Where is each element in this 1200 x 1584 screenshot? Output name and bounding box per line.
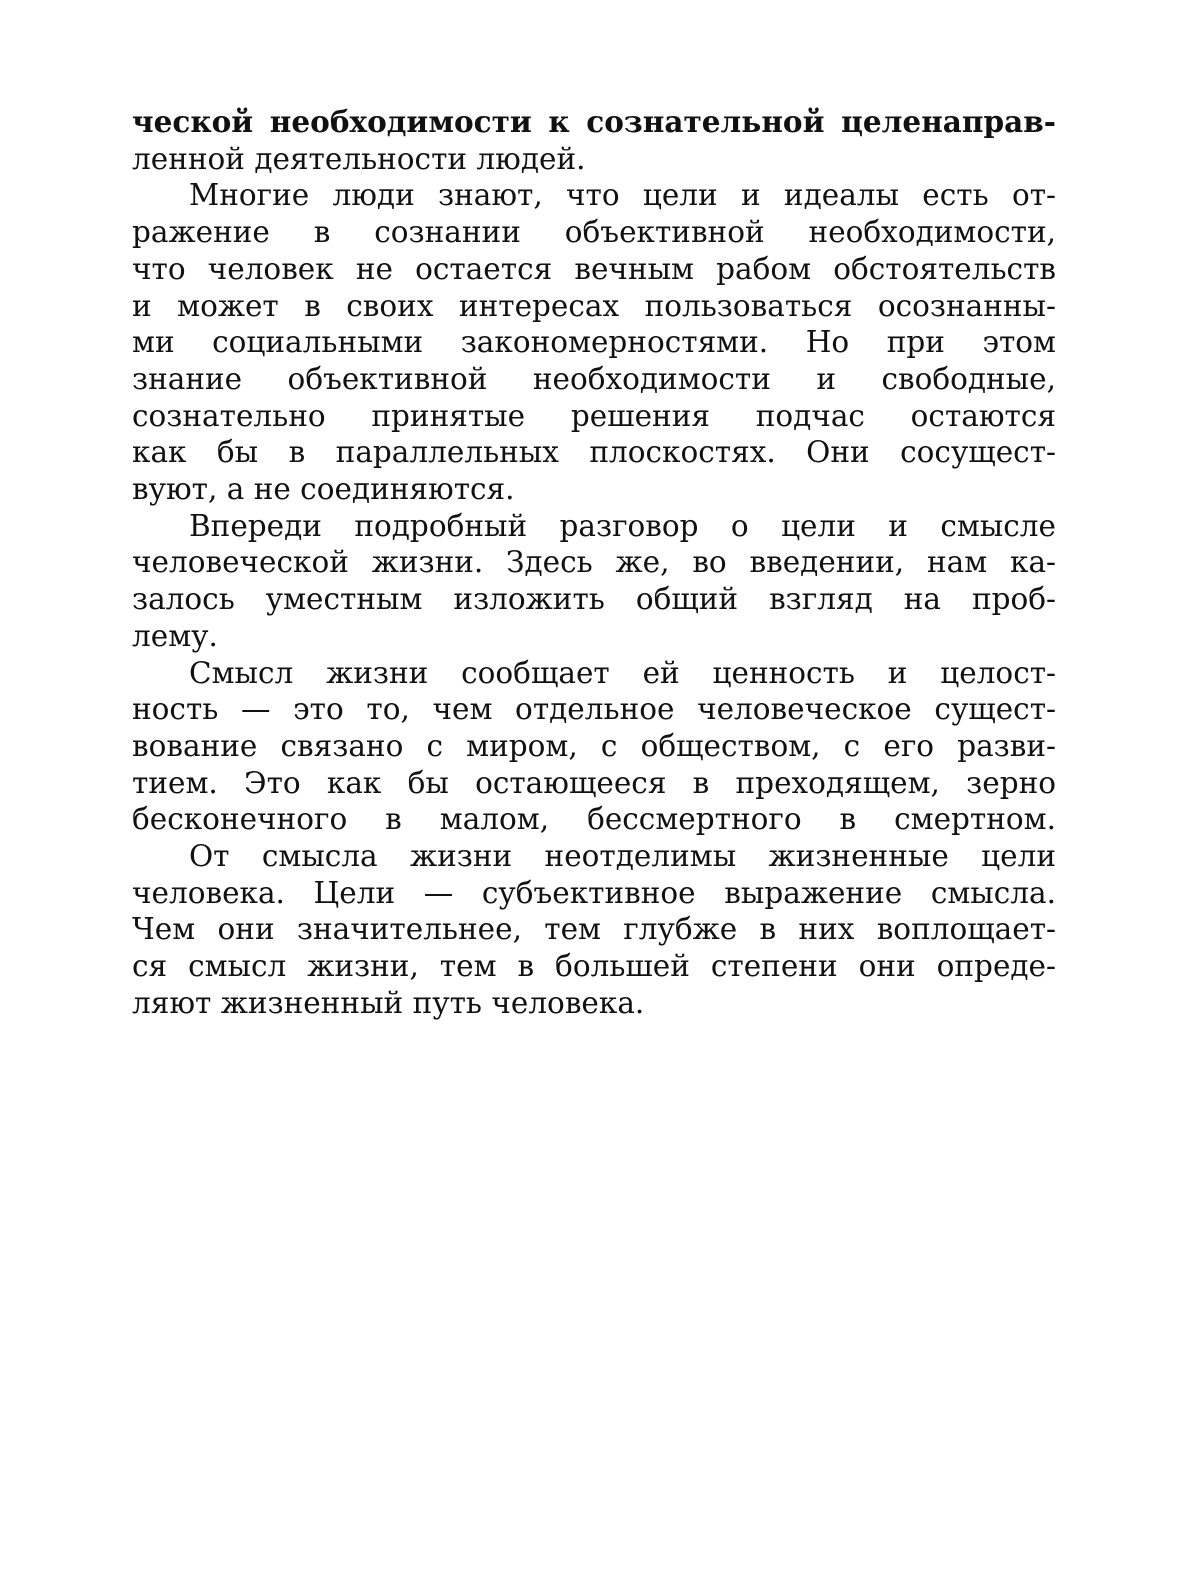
text-line: ляют жизненный путь человека. (132, 985, 645, 1020)
page-text (132, 104, 1056, 1022)
paragraph (132, 508, 1056, 655)
text-line: ми социальными закономерностями. Но при этом (132, 325, 1056, 360)
text-line: ся смысл жизни, тем в большей степени они опреде- (132, 949, 1056, 984)
text-line: вование связано с миром, с обществом, с его разви- (132, 728, 1056, 763)
text-line: ленной деятельности людей. (132, 141, 586, 176)
paragraph (132, 655, 1056, 839)
text-line: сознательно принятые решения подчас остаются (132, 398, 1056, 433)
text-line: ческой необходимости к сознательной целенаправ- (132, 104, 1056, 139)
text-line: От смысла жизни неотделимы жизненные цели (189, 839, 1056, 874)
text-line: ражение в сознании объективной необходимости, (132, 215, 1056, 250)
text-line: что человек не остается вечным рабом обстоятельств (132, 251, 1056, 286)
text-line: Многие люди знают, что цели и идеалы есть от- (189, 178, 1056, 213)
text-line: тием. Это как бы остающееся в преходящем, зерно (132, 765, 1056, 800)
text-line: как бы в параллельных плоскостях. Они сосущест- (132, 435, 1056, 470)
text-line: человеческой жизни. Здесь же, во введении, нам ка- (132, 545, 1056, 580)
text-line: бесконечного в малом, бессмертного в смертном. (132, 802, 1056, 837)
text-line: человека. Цели — субъективное выражение смысла. (132, 875, 1056, 910)
text-line: вуют, а не соединяются. (132, 472, 515, 507)
text-line: Впереди подробный разговор о цели и смысле (189, 508, 1056, 543)
paragraph (132, 177, 1056, 507)
text-line: лему. (132, 618, 218, 653)
text-line: Чем они значительнее, тем глубже в них воплощает- (132, 912, 1056, 947)
text-line: залось уместным изложить общий взгляд на проб- (132, 582, 1056, 617)
paragraph (132, 838, 1056, 1022)
paragraph (132, 104, 1056, 177)
text-line: знание объективной необходимости и свободные, (132, 361, 1056, 396)
text-line: и может в своих интересах пользоваться осознанны- (132, 288, 1056, 323)
text-line: ность — это то, чем отдельное человеческое сущест- (132, 692, 1056, 727)
text-line: Смысл жизни сообщает ей ценность и целост- (189, 655, 1056, 690)
